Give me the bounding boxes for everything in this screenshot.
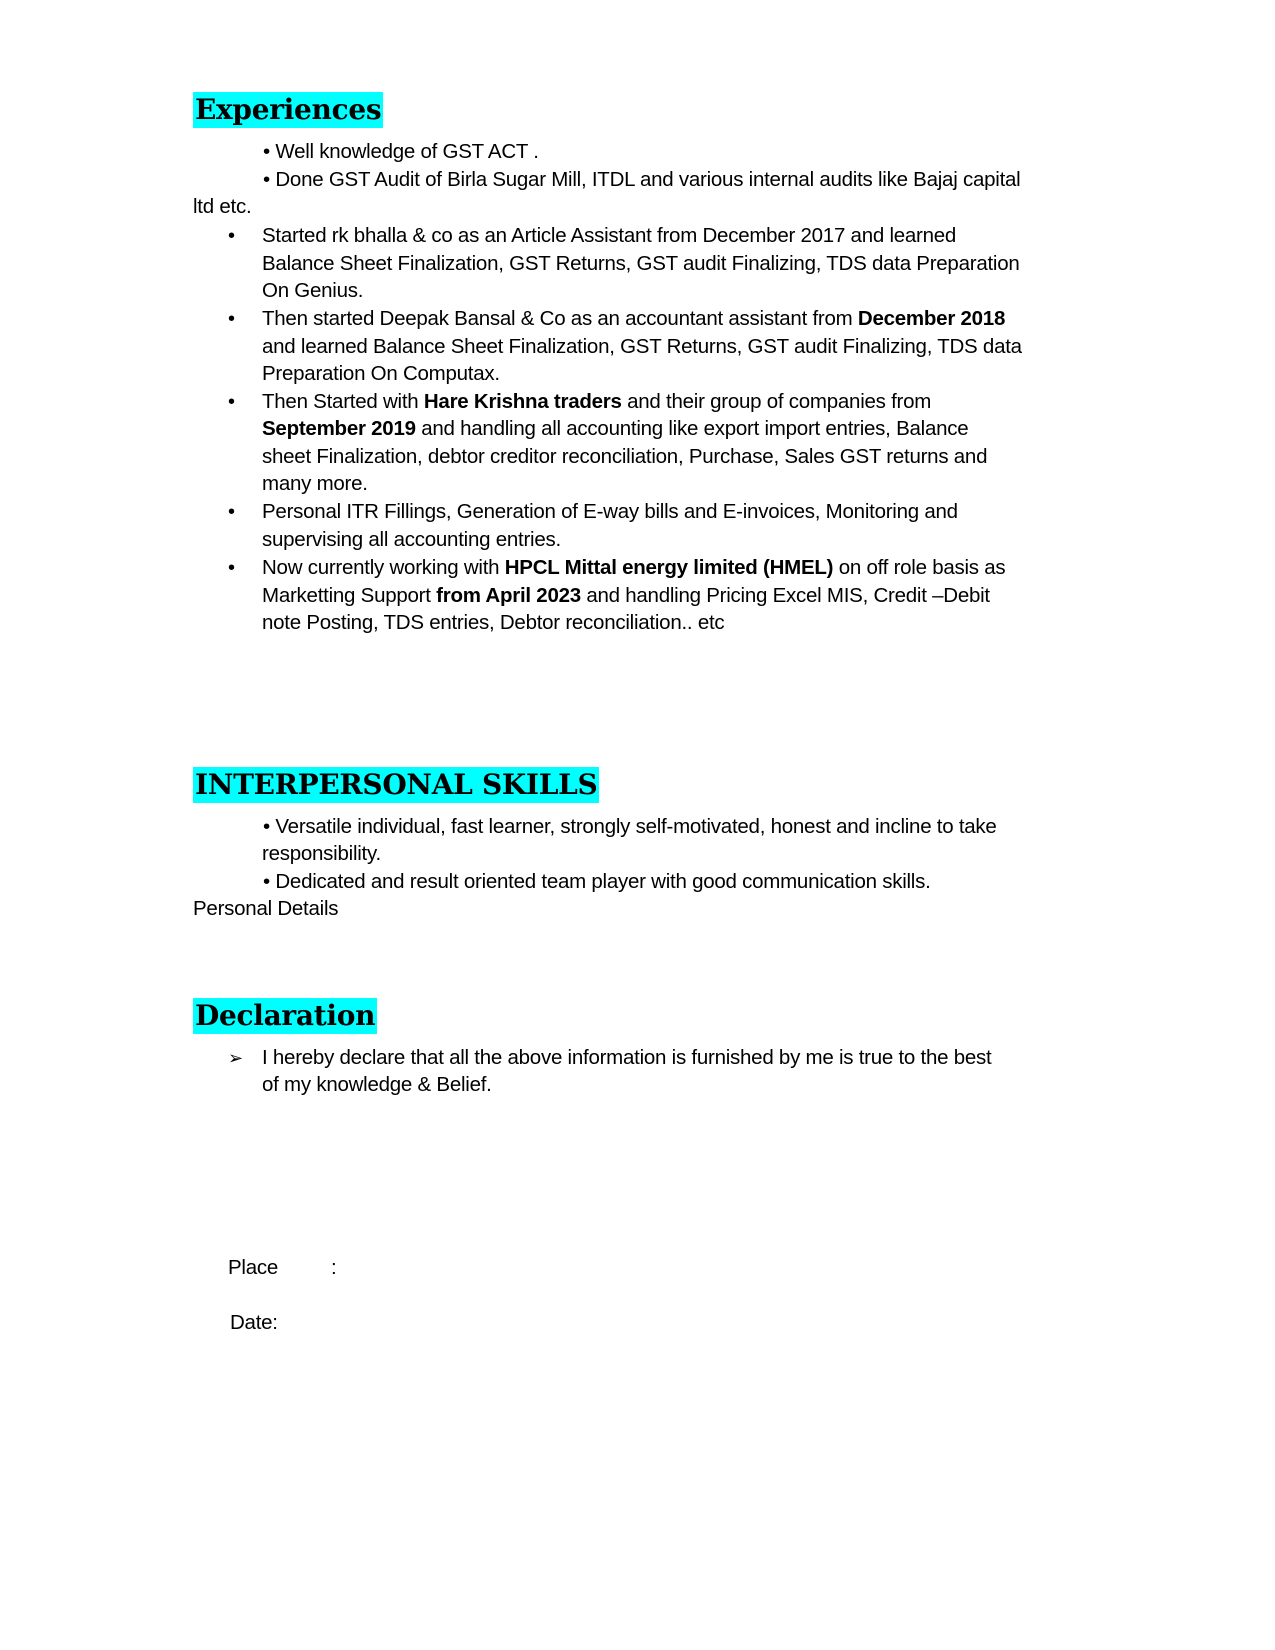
declaration-line: of my knowledge & Belief. <box>262 1073 492 1096</box>
bullet-icon: • <box>228 557 236 579</box>
experience-item-line: Preparation On Computax. <box>262 362 500 385</box>
text: and handling Pricing Excel MIS, Credit –Debit <box>580 584 990 607</box>
text: Marketting Support <box>262 584 437 607</box>
experience-item-line: Personal ITR Fillings, Generation of E-way bills and E-invoices, Monitoring and <box>262 500 958 523</box>
date-label: Date: <box>230 1311 278 1334</box>
text: Then started Deepak Bansal & Co as an accountant assistant from <box>262 307 858 330</box>
text: Then Started with <box>262 390 424 413</box>
experience-item-line: On Genius. <box>262 279 364 302</box>
place-colon: : <box>331 1256 337 1279</box>
experience-line: • Done GST Audit of Birla Sugar Mill, ITDL and various internal audits like Bajaj capital <box>263 168 1021 191</box>
company-bold: Hare Krishna traders <box>423 390 622 413</box>
personal-details-label: Personal Details <box>193 897 339 920</box>
experience-item-line <box>262 582 990 610</box>
date-bold: September 2019 <box>262 417 416 440</box>
bullet-icon: • <box>228 225 236 247</box>
experience-item-line: sheet Finalization, debtor creditor reconciliation, Purchase, Sales GST returns and <box>262 445 988 468</box>
experience-line: ltd etc. <box>193 195 252 218</box>
experiences-heading: Experiences <box>195 93 382 126</box>
arrow-bullet-icon: ➢ <box>228 1048 244 1068</box>
experience-item-line: Started rk bhalla & co as an Article Assistant from December 2017 and learned <box>262 224 957 247</box>
text: on off role basis as <box>833 556 1006 579</box>
experience-item-line: many more. <box>262 472 368 495</box>
skill-line: • Versatile individual, fast learner, strongly self-motivated, honest and incline to take <box>263 815 997 838</box>
bullet-icon: • <box>228 391 236 413</box>
experience-item-line <box>262 554 1005 582</box>
text: and handling all accounting like export import entries, Balance <box>415 417 969 440</box>
text: and their group of companies from <box>621 390 932 413</box>
experience-item-line <box>262 388 931 416</box>
bullet-icon: • <box>228 501 236 523</box>
declaration-line: I hereby declare that all the above information is furnished by me is true to the best <box>262 1046 992 1069</box>
experience-item-line: Balance Sheet Finalization, GST Returns, GST audit Finalizing, TDS data Preparation <box>262 252 1020 275</box>
skill-line: • Dedicated and result oriented team player with good communication skills. <box>263 870 931 893</box>
place-label: Place <box>228 1256 279 1279</box>
date-bold: December 2018 <box>857 307 1006 330</box>
experience-item-line <box>262 305 1005 333</box>
experience-item-line: supervising all accounting entries. <box>262 528 561 551</box>
experience-item-line: and learned Balance Sheet Finalization, GST Returns, GST audit Finalizing, TDS data <box>262 335 1022 358</box>
bullet-icon: • <box>228 308 236 330</box>
interpersonal-skills-heading: INTERPERSONAL SKILLS <box>195 768 598 801</box>
text: Now currently working with <box>262 556 505 579</box>
skill-line: responsibility. <box>262 842 381 865</box>
experience-item-line <box>262 415 968 443</box>
experience-line: • Well knowledge of GST ACT . <box>263 140 539 163</box>
date-bold: from April 2023 <box>436 584 581 607</box>
declaration-heading: Declaration <box>195 999 376 1032</box>
experience-item-line: note Posting, TDS entries, Debtor reconciliation.. etc <box>262 611 725 634</box>
company-bold: HPCL Mittal energy limited (HMEL) <box>504 556 834 579</box>
